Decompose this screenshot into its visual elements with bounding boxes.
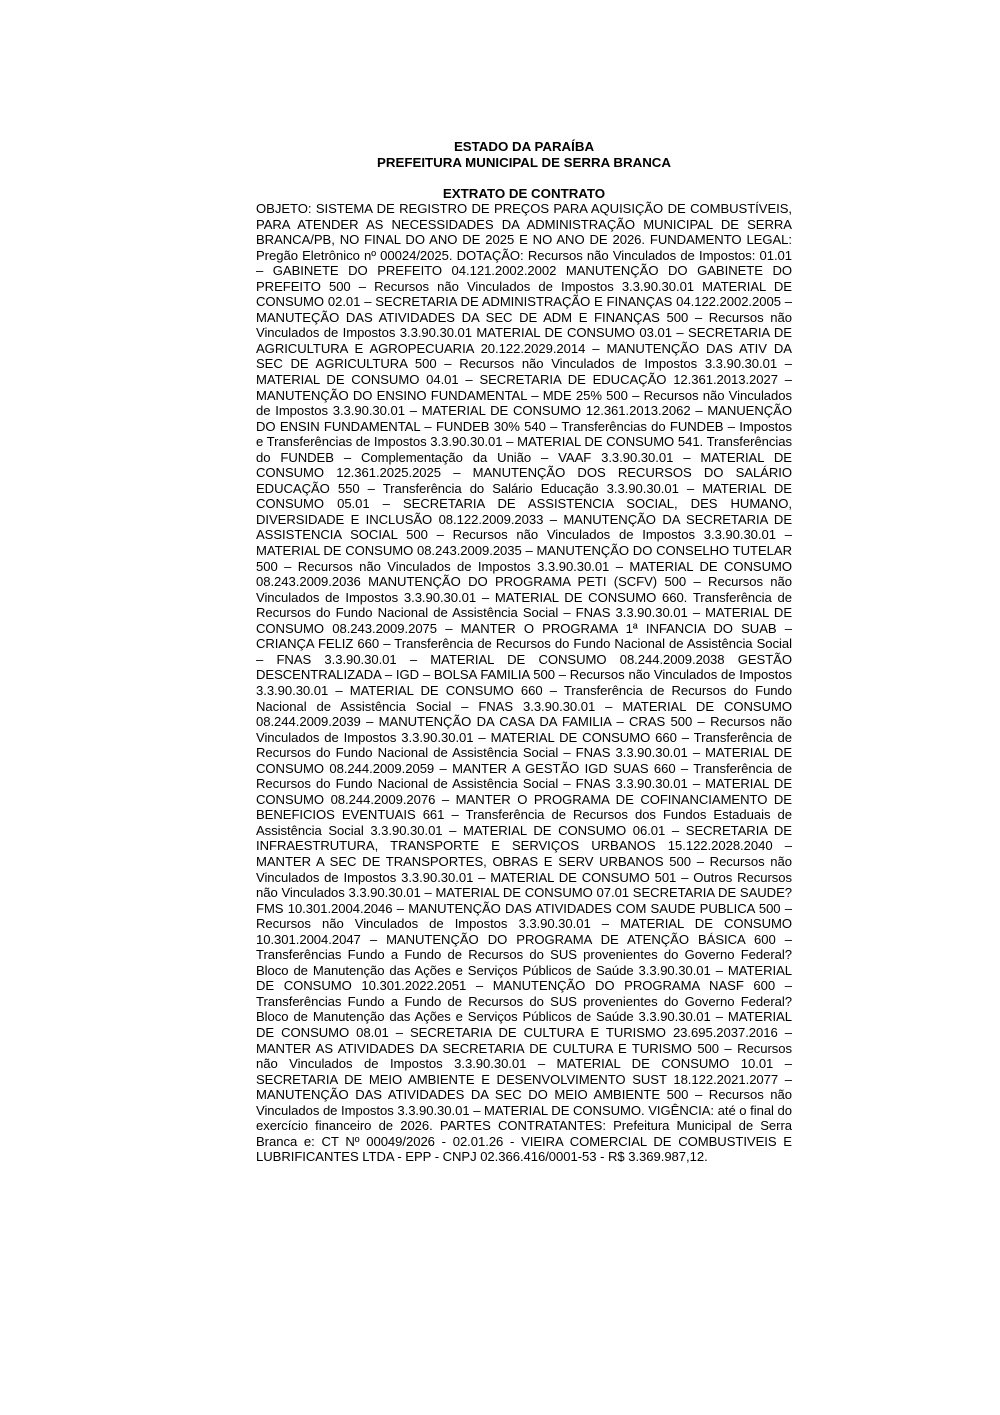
contract-extract-body: OBJETO: SISTEMA DE REGISTRO DE PREÇOS PARA AQUISIÇÃO DE COMBUSTÍVEIS, PARA ATENDER AS NECESSIDADES DA ADMINISTRAÇÃO MUNICIPAL DE SERRA BRANCA/PB, NO FINAL DO ANO DE 2025 E NO ANO DE 2026. FUNDAMENTO LEGAL: Pregão Eletrônico nº 00024/2025. DOTAÇÃO: Recursos não Vinculados de Impostos: 01.01 – GABINETE DO PREFEITO 04.121.2002.2002 MANUTENÇÃO DO GABINETE DO PREFEITO 500 – Recursos não Vinculados de Impostos 3.3.90.30.01 MATERIAL DE CONSUMO 02.01 – SECRETARIA DE ADMINISTRAÇÃO E FINANÇAS 04.122.2002.2005 – MANUTEÇÃO DAS ATIVIDADES DA SEC DE ADM E FINANÇAS 500 – Recursos não Vinculados de Impostos 3.3.90.30.01 MATERIAL DE CONSUMO 03.01 – SECRETARIA DE AGRICULTURA E AGROPECUARIA 20.122.2029.2014 – MANUTENÇÃO DAS ATIV DA SEC DE AGRICULTURA 500 – Recursos não Vinculados de Impostos 3.3.90.30.01 – MATERIAL DE CONSUMO 04.01 – SECRETARIA DE EDUCAÇÃO 12.361.2013.2027 – MANUTENÇÃO DO ENSINO FUNDAMENTAL – MDE 25% 500 – Recursos não Vinculados de Impostos 3.3.90.30.01 – MATERIAL DE CONSUMO 12.361.2013.2062 – MANUENÇÃO DO ENSIN FUNDAMENTAL – FUNDEB 30% 540 – Transferências do FUNDEB – Impostos e Transferências de Impostos 3.3.90.30.01 – MATERIAL DE CONSUMO 541. Transferências do FUNDEB – Complementação da União – VAAF 3.3.90.30.01 – MATERIAL DE CONSUMO 12.361.2025.2025 – MANUTENÇÃO DOS RECURSOS DO SALÁRIO EDUCAÇÃO 550 – Transferência do Salário Educação 3.3.90.30.01 – MATERIAL DE CONSUMO 05.01 – SECRETARIA DE ASSISTENCIA SOCIAL, DES HUMANO, DIVERSIDADE E INCLUSÃO 08.122.2009.2033 – MANUTENÇÃO DA SECRETARIA DE ASSISTENCIA SOCIAL 500 – Recursos não Vinculados de Impostos 3.3.90.30.01 – MATERIAL DE CONSUMO 08.243.2009.2035 – MANUTENÇÃO DO CONSELHO TUTELAR 500 – Recursos não Vinculados de Impostos 3.3.90.30.01 – MATERIAL DE CONSUMO 08.243.2009.2036 MANUTENÇÃO DO PROGRAMA PETI (SCFV) 500 – Recursos não Vinculados de Impostos 3.3.90.30.01 – MATERIAL DE CONSUMO 660. Transferência de Recursos do Fundo Nacional de Assistência Social – FNAS 3.3.90.30.01 – MATERIAL DE CONSUMO 08.243.2009.2075 – MANTER O PROGRAMA 1ª INFANCIA DO SUAB – CRIANÇA FELIZ 660 – Transferência de Recursos do Fundo Nacional de Assistência Social – FNAS 3.3.90.30.01 – MATERIAL DE CONSUMO 08.244.2009.2038 GESTÃO DESCENTRALIZADA – IGD – BOLSA FAMILIA 500 – Recursos não Vinculados de Impostos 3.3.90.30.01 – MATERIAL DE CONSUMO 660 – Transferência de Recursos do Fundo Nacional de Assistência Social – FNAS 3.3.90.30.01 – MATERIAL DE CONSUMO 08.244.2009.2039 – MANUTENÇÃO DA CASA DA FAMILIA – CRAS 500 – Recursos não Vinculados de Impostos 3.3.90.30.01 – MATERIAL DE CONSUMO 660 – Transferência de Recursos do Fundo Nacional de Assistência Social – FNAS 3.3.90.30.01 – MATERIAL DE CONSUMO 08.244.2009.2059 – MANTER A GESTÃO IGD SUAS 660 – Transferência de Recursos do Fundo Nacional de Assistência Social – FNAS 3.3.90.30.01 – MATERIAL DE CONSUMO 08.244.2009.2076 – MANTER O PROGRAMA DE COFINANCIAMENTO DE BENEFICIOS EVENTUAIS 661 – Transferência de Recursos dos Fundos Estaduais de Assistência Social 3.3.90.30.01 – MATERIAL DE CONSUMO 06.01 – SECRETARIA DE INFRAESTRUTURA, TRANSPORTE E SERVIÇOS URBANOS 15.122.2028.2040 – MANTER A SEC DE TRANSPORTES, OBRAS E SERV URBANOS 500 – Recursos não Vinculados de Impostos 3.3.90.30.01 – MATERIAL DE CONSUMO 501 – Outros Recursos não Vinculados 3.3.90.30.01 – MATERIAL DE CONSUMO 07.01 SECRETARIA DE SAUDE? FMS 10.301.2004.2046 – MANUTENÇÃO DAS ATIVIDADES COM SAUDE PUBLICA 500 – Recursos não Vinculados de Impostos 3.3.90.30.01 – MATERIAL DE CONSUMO 10.301.2004.2047 – MANUTENÇÃO DO PROGRAMA DE ATENÇÃO BÁSICA 600 – Transferências Fundo a Fundo de Recursos do SUS provenientes do Governo Federal? Bloco de Manutenção das Ações e Serviços Públicos de Saúde 3.3.90.30.01 – MATERIAL DE CONSUMO 10.301.2022.2051 – MANUTENÇÃO DO PROGRAMA NASF 600 – Transferências Fundo a Fundo de Recursos do SUS provenientes do Governo Federal? Bloco de Manutenção das Ações e Serviços Públicos de Saúde 3.3.90.30.01 – MATERIAL DE CONSUMO 08.01 – SECRETARIA DE CULTURA E TURISMO 23.695.2037.2016 – MANTER AS ATIVIDADES DA SECRETARIA DE CULTURA E TURISMO 500 – Recursos não Vinculados de Impostos 3.3.90.30.01 – MATERIAL DE CONSUMO 10.01 – SECRETARIA DE MEIO AMBIENTE E DESENVOLVIMENTO SUST 18.122.2021.2077 – MANUTENÇÃO DAS ATIVIDADES DA SEC DO MEIO AMBIENTE 500 – Recursos não Vinculados de Impostos 3.3.90.30.01 – MATERIAL DE CONSUMO. VIGÊNCIA: até o final do exercício financeiro de 2026. PARTES CONTRATANTES: Prefeitura Municipal de Serra Branca e: CT Nº 00049/2026 - 02.01.26 - VIEIRA COMERCIAL DE COMBUSTIVEIS E LUBRIFICANTES LTDA - EPP - CNPJ 02.366.416/0001-53 - R$ 3.369.987,12. — [256, 201, 792, 1165]
document-title: EXTRATO DE CONTRATO — [442, 186, 606, 201]
document-header — [256, 139, 792, 170]
state-heading: ESTADO DA PARAÍBA — [453, 139, 595, 154]
municipality-heading: PREFEITURA MUNICIPAL DE SERRA BRANCA — [376, 154, 672, 170]
